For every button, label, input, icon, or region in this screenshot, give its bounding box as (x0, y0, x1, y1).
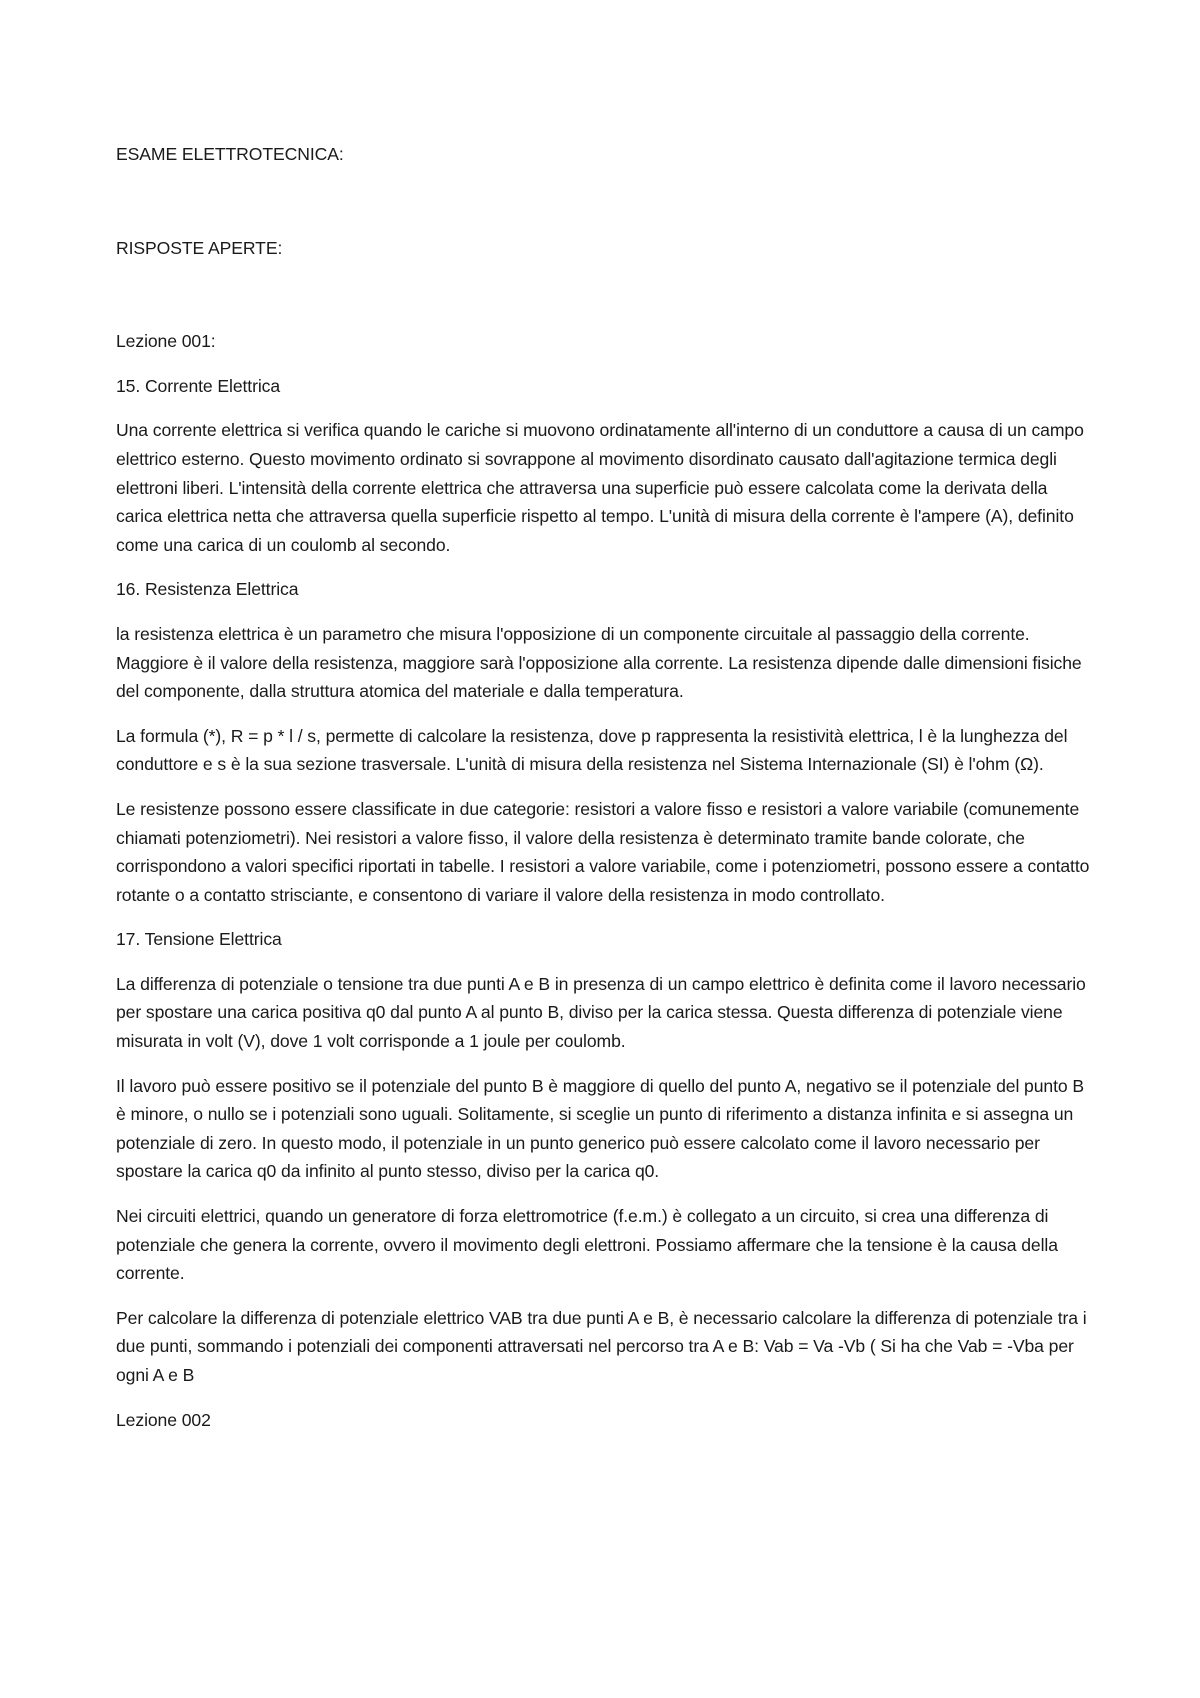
section-heading-15: 15. Corrente Elettrica (116, 375, 281, 396)
document-title: ESAME ELETTROTECNICA: (116, 144, 344, 164)
document-body (116, 140, 1096, 1450)
paragraph-16-1: la resistenza elettrica è un parametro che misura l'opposizione di un componente circuitale al passaggio della corrente. Maggiore è il valore della resistenza, maggiore sarà l'opposizione alla corrente. La resistenza dipende dalle dimensioni fisiche del componente, dalla struttura atomica del materiale e dalla temperatura. (116, 623, 1082, 702)
section-heading-16: 16. Resistenza Elettrica (116, 579, 299, 600)
lesson-heading-001: Lezione 001: (116, 331, 216, 352)
paragraph-15-1: Una corrente elettrica si verifica quando le cariche si muovono ordinatamente all'interno di un conduttore a causa di un campo elettrico esterno. Questo movimento ordinato si sovrappone al movimento disordinato causato dall'agitazione termica degli elettroni liberi. L'intensità della corrente elettrica che attraversa una superficie può essere calcolata come la derivata della carica elettrica netta che attraversa quella superficie rispetto al tempo. L'unità di misura della corrente è l'ampere (A), definito come una carica di un coulomb al secondo. (116, 420, 1084, 555)
lesson-heading-002: Lezione 002 (116, 1409, 211, 1430)
paragraph-16-2: La formula (*), R = p * l / s, permette di calcolare la resistenza, dove p rappresenta la resistività elettrica, l è la lunghezza del conduttore e s è la sua sezione trasversale. L'unità di misura della resistenza nel Sistema Internazionale (SI) è l'ohm (Ω). (116, 725, 1068, 775)
paragraph-17-3: Nei circuiti elettrici, quando un generatore di forza elettromotrice (f.e.m.) è collegato a un circuito, si crea una differenza di potenziale che genera la corrente, ovvero il movimento degli elettroni. Possiamo affermare che la tensione è la causa della corrente. (116, 1206, 1058, 1284)
paragraph-17-4: Per calcolare la differenza di potenziale elettrico VAB tra due punti A e B, è necessario calcolare la differenza di potenziale tra i due punti, sommando i potenziali dei componenti attraversati nel percorso tra A e B: Vab = Va -Vb ( Si ha che Vab = -Vba per ogni A e B (116, 1307, 1087, 1385)
section-heading-17: 17. Tensione Elettrica (116, 929, 282, 950)
paragraph-17-2: Il lavoro può essere positivo se il potenziale del punto B è maggiore di quello del punto A, negativo se il potenziale del punto B è minore, o nullo se i potenziali sono uguali. Solitamente, si sceglie un punto di riferimento a distanza infinita e si assegna un potenziale di zero. In questo modo, il potenziale in un punto generico può essere calcolato come il lavoro necessario per spostare la carica q0 da infinito al punto stesso, diviso per la carica q0. (116, 1075, 1085, 1182)
paragraph-17-1: La differenza di potenziale o tensione tra due punti A e B in presenza di un campo elettrico è definita come il lavoro necessario per spostare una carica positiva q0 dal punto A al punto B, diviso per la carica stessa. Questa differenza di potenziale viene misurata in volt (V), dove 1 volt corrisponde a 1 joule per coulomb. (116, 973, 1086, 1052)
paragraph-16-3: Le resistenze possono essere classificate in due categorie: resistori a valore fisso e resistori a valore variabile (comunemente chiamati potenziometri). Nei resistori a valore fisso, il valore della resistenza è determinato tramite bande colorate, che corrispondono a valori specifici riportati in tabelle. I resistori a valore variabile, come i potenziometri, possono essere a contatto rotante o a contatto strisciante, e consentono di variare il valore della resistenza in modo controllato. (116, 798, 1090, 905)
document-subtitle: RISPOSTE APERTE: (116, 237, 283, 258)
